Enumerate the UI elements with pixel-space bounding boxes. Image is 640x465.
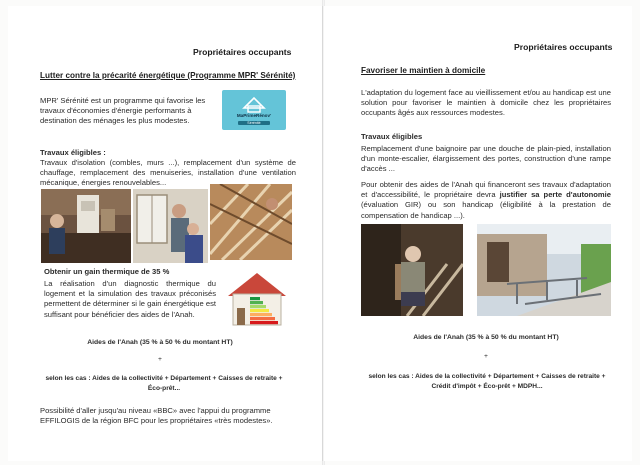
right-works-title: Travaux éligibles xyxy=(361,132,423,141)
attic-insulation-photo xyxy=(210,184,292,260)
left-works-title: Travaux éligibles : xyxy=(40,148,106,157)
right-intro: L'adaptation du logement face au vieillissement et/ou au handicap est une solution pour favoriser le maintien à domicile chez les propriétaires occupants âgés aux ressources modestes. xyxy=(361,88,611,118)
left-gain-title: Obtenir un gain thermique de 35 % xyxy=(44,267,170,276)
maprimerenov-logo xyxy=(222,90,286,130)
left-works-text: Travaux d'isolation (combles, murs ...), remplacement d'un système de chauffage, remplacement des menuiseries, installation d'une ventilation mécanique, énergies renouvelables... xyxy=(40,158,296,188)
right-aid-line: Aides de l'Anah (35 % à 50 % du montant HT) xyxy=(413,334,559,341)
energy-class-bar xyxy=(250,301,263,304)
logo-tag: Sérénité xyxy=(238,121,270,125)
left-cases-line: selon les cas : Aides de la collectivité + Département + Caisses de retraite + Éco-prêt... xyxy=(45,375,283,393)
house-logo-icon xyxy=(222,90,286,114)
left-header: Propriétaires occupants xyxy=(193,47,292,57)
logo-label: MaPrimeRénov' xyxy=(236,113,272,118)
left-footer-text: Possibilité d'aller jusqu'au niveau «BBC» avec l'appui du programme EFFILOGIS de la région BFC pour les propriétaires «très modestes». xyxy=(40,406,273,426)
right-title: Favoriser le maintien à domicile xyxy=(361,66,486,75)
energy-class-bar xyxy=(250,305,266,308)
energy-class-bar xyxy=(250,321,278,324)
energy-class-bar xyxy=(250,309,269,312)
energy-label-house xyxy=(224,270,290,328)
kitchen-boiler-photo xyxy=(41,189,131,263)
right-cases-line: selon les cas : Aides de la collectivité + Département + Caisses de retraite + Crédit d'impôt + Éco-prêt + MDPH... xyxy=(368,373,606,391)
funding-pre: Pour obtenir des aides de l'Anah qui financeront ses travaux d'adaptation et d'accessibilité, le propriétaire devra xyxy=(361,180,611,200)
energy-class-bar xyxy=(250,313,272,316)
stairlift-photo xyxy=(361,224,463,316)
left-intro: MPR' Sérénité est un programme qui favorise les travaux d'économies d'énergie performants à destination des ménages les plus modestes. xyxy=(40,96,206,126)
window-couple-photo xyxy=(133,189,208,263)
left-gain-text: La réalisation d'un diagnostic thermique du logement et la simulation des travaux préconisés permettent de déterminer si le gain énergétique est suffisant pour bénéficier des aides de l'Anah. xyxy=(44,279,216,319)
right-header: Propriétaires occupants xyxy=(514,42,613,52)
right-funding-text xyxy=(361,180,611,221)
funding-post: (évaluation GIR) ou son handicap (éligibilité à la prestation de compensation de handicap ...). xyxy=(361,200,611,220)
right-works-text: Remplacement d'une baignoire par une douche de plain-pied, installation d'un monte-escalier, élargissement des portes, construction d'une rampe d'accès ... xyxy=(361,144,611,174)
left-aid-line: Aides de l'Anah (35 % à 50 % du montant HT) xyxy=(87,339,233,346)
energy-class-bar xyxy=(250,317,275,320)
access-ramp-photo xyxy=(477,224,611,316)
left-title: Lutter contre la précarité énergétique (Programme MPR' Sérénité) xyxy=(40,71,296,80)
left-plus: + xyxy=(158,356,162,363)
energy-class-bar xyxy=(250,297,260,300)
funding-bold: justifier sa perte d'autonomie xyxy=(499,190,612,200)
right-plus: + xyxy=(484,353,488,360)
